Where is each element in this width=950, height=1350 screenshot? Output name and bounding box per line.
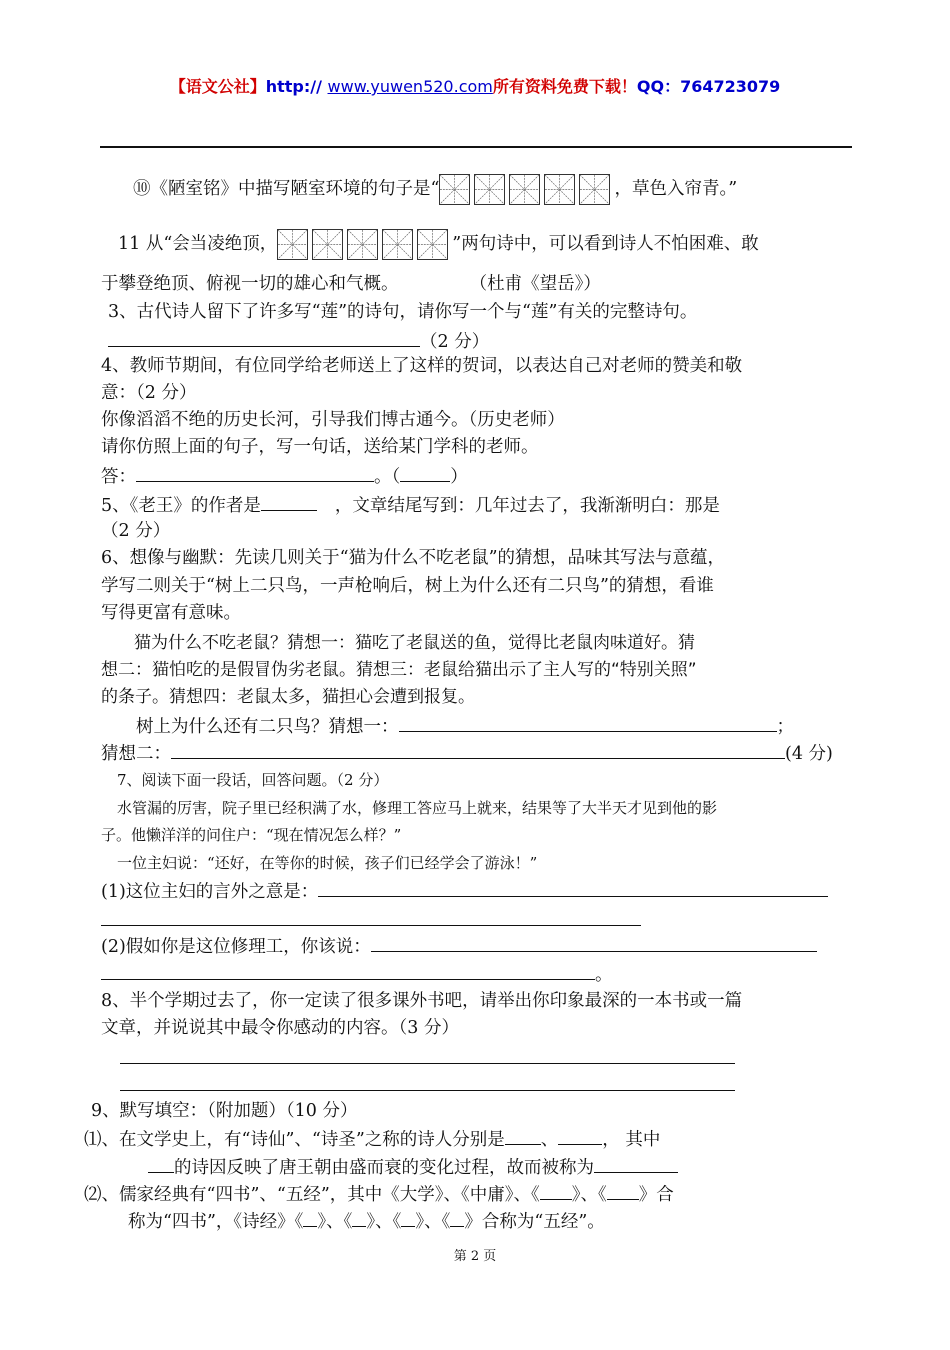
q11-line2: [101, 272, 601, 296]
q9-s2-text-h: 》合称为“五经”。: [464, 1212, 605, 1232]
question-9-title: 9、默写填空：（附加题）（10 分）: [91, 1101, 358, 1121]
q4-answer-close: ）: [450, 467, 468, 487]
q4-answer-line: [101, 463, 468, 489]
question-6-line3: 写得更富有意味。: [101, 603, 241, 623]
writing-grid-box[interactable]: [544, 174, 575, 205]
q7-passage-line1: 水管漏的厉害，院子里已经积满了水，修理工答应马上就来，结果等了大半天才见到他的影: [117, 799, 718, 817]
header-url-link[interactable]: www.yuwen520.com: [327, 77, 493, 96]
question-4-line1: 4、教师节期间，有位同学给老师送上了这样的贺词，以表达自己对老师的赞美和敬: [101, 356, 743, 376]
q7-sub1: [101, 878, 828, 904]
q7-passage-line2: 子。他懒洋洋的问住户：“现在情况怎么样？”: [101, 826, 402, 844]
q6-cat-line2: 想二：猫怕吃的是假冒伪劣老鼠。猜想三：老鼠给猫出示了主人写的“特别关照”: [101, 660, 697, 680]
q10-prefix: ⑩《陋室铭》中描写陋室环境的句子是“: [133, 179, 440, 199]
q7-sub2-label: (2)假如你是这位修理工，你该说：: [101, 937, 371, 957]
q7-sub2-blank-line2[interactable]: [101, 961, 595, 980]
q3-answer-line: [108, 328, 489, 354]
q9-classic4-blank[interactable]: [450, 1208, 464, 1227]
q9-s1-text-b: 、: [540, 1130, 559, 1150]
question-5: [101, 492, 720, 518]
q6-guess2-blank[interactable]: [171, 740, 785, 759]
q9-classic1-blank[interactable]: [303, 1208, 317, 1227]
q9-poet2-blank[interactable]: [558, 1126, 602, 1145]
page-number: 第 2 页: [453, 1249, 497, 1264]
writing-grid-box[interactable]: [382, 229, 413, 260]
question-3: 3、古代诗人留下了许多写“莲”的诗句，请你写一个与“莲”有关的完整诗句。: [108, 302, 698, 322]
writing-grid-box[interactable]: [347, 229, 378, 260]
q10-suffix: ，草色入帘青。”: [614, 179, 738, 199]
q7-sub2: [101, 933, 817, 959]
q6-tree-guess2-label: 猜想二：: [101, 744, 171, 764]
q11-suffix: ”两句诗中，可以看到诗人不怕困难、敢: [452, 234, 759, 254]
header-title: 【语文公社】: [169, 77, 266, 96]
page-header: [0, 74, 950, 97]
q11-source: （杜甫《望岳》）: [469, 274, 601, 294]
question-8-line2: 文章，并说说其中最令你感动的内容。（3 分）: [101, 1018, 459, 1038]
question-6-line1: 6、想像与幽默：先读几则关于“猫为什么不吃老鼠”的猜想，品味其写法与意蕴，: [101, 548, 726, 568]
q6-guess1-blank[interactable]: [399, 713, 777, 732]
q9-s2-text-b: 》、《: [571, 1185, 607, 1205]
q4-instruction: 请你仿照上面的句子，写一句话，送给某门学科的老师。: [101, 437, 539, 457]
writing-grid-box[interactable]: [277, 229, 308, 260]
q3-answer-blank[interactable]: [108, 328, 420, 347]
q6-tree-guess1-end: ；: [776, 717, 794, 737]
question-4-line2: 意：（2 分）: [101, 383, 197, 403]
q4-example: 你像滔滔不绝的历史长河，引导我们博古通今。（历史老师）: [101, 410, 565, 430]
q9-s2-text-g: 》、《: [415, 1212, 451, 1232]
q7-passage-line3: 一位主妇说：“还好，在等你的时候，孩子们已经学会了游泳！”: [117, 854, 538, 872]
q7-sub1-label: (1)这位主妇的言外之意是：: [101, 882, 319, 902]
q6-score: (4 分): [785, 744, 833, 764]
q6-tree-line2: [101, 740, 833, 766]
q9-s1-text-d: 的诗因反映了唐王朝由盛而衰的变化过程，故而被称为: [174, 1158, 594, 1178]
q9-s1-text-c: ， 其中: [602, 1130, 661, 1150]
writing-grid-box[interactable]: [579, 174, 610, 205]
q8-answer-line2[interactable]: [120, 1090, 735, 1091]
q9-s1-text-a: ⑴、在文学史上，有“诗仙”、“诗圣”之称的诗人分别是: [84, 1130, 505, 1150]
q11-line2-text: 于攀登绝顶、俯视一切的雄心和气概。: [101, 274, 399, 294]
q7-sub1-blank-line2[interactable]: [101, 925, 641, 926]
q4-answer-blank[interactable]: [136, 463, 374, 482]
q9-s2-text-c: 》合: [638, 1185, 674, 1205]
q6-tree-guess1-label: 树上为什么还有二只鸟？猜想一：: [136, 717, 399, 737]
q9-book1-blank[interactable]: [540, 1181, 572, 1200]
question-6-line2: 学写二则关于“树上二只鸟，一声枪响后，树上为什么还有二只鸟”的猜想，看谁: [101, 576, 714, 596]
question-7-title: 7、阅读下面一段话，回答问题。（2 分）: [117, 771, 389, 789]
q6-tree-line1: [136, 713, 794, 739]
q4-answer-tail: 。（: [374, 467, 401, 487]
q5-text-a: 5、《老王》的作者是: [101, 496, 261, 516]
header-http: http://: [265, 77, 322, 96]
q4-subject-blank[interactable]: [400, 463, 450, 482]
header-qq: QQ：764723079: [636, 77, 781, 96]
q9-sub2-line2: [128, 1208, 605, 1234]
q9-s2-text-a: ⑵、儒家经典有“四书”、“五经”，其中《大学》、《中庸》、《: [84, 1185, 540, 1205]
q9-poet1-blank[interactable]: [505, 1126, 541, 1145]
q5-author-blank[interactable]: [261, 492, 317, 511]
q11-prefix: 11 从“会当凌绝顶，: [118, 234, 278, 254]
question-8-line1: 8、半个学期过去了，你一定读了很多课外书吧，请举出你印象最深的一本书或一篇: [101, 991, 743, 1011]
writing-grid-box[interactable]: [439, 174, 470, 205]
q9-sub1-line2: [148, 1154, 678, 1180]
question-11: [118, 226, 759, 262]
writing-grid-box[interactable]: [509, 174, 540, 205]
q9-poet3-blank[interactable]: [148, 1154, 174, 1173]
q6-cat-line3: 的条子。猜想四：老鼠太多，猫担心会遭到报复。: [101, 687, 475, 707]
q9-sub1-line1: [84, 1126, 660, 1152]
q9-classic2-blank[interactable]: [352, 1208, 366, 1227]
q9-sub2-line1: [84, 1181, 674, 1207]
q9-s2-text-d: 称为“四书”，《诗经》《: [128, 1212, 304, 1232]
q5-score: （2 分）: [101, 521, 171, 541]
q5-text-b: ，文章结尾写到：几年过去了，我渐渐明白：那是: [334, 496, 720, 516]
writing-grid-box[interactable]: [474, 174, 505, 205]
question-10: [133, 171, 737, 207]
q7-sub2-blank[interactable]: [371, 933, 817, 952]
header-free-text: 所有资料免费下载！: [492, 77, 637, 96]
q3-score: （2 分）: [420, 332, 490, 352]
header-divider: [100, 146, 852, 148]
writing-grid-box[interactable]: [417, 229, 448, 260]
writing-grid-box[interactable]: [312, 229, 343, 260]
q7-sub2-line2: [101, 961, 613, 987]
q7-sub1-blank[interactable]: [318, 878, 828, 897]
q4-answer-label: 答：: [101, 467, 136, 487]
q8-answer-line1[interactable]: [120, 1063, 735, 1064]
q7-period: 。: [595, 965, 613, 985]
q6-cat-line1: 猫为什么不吃老鼠？猜想一：猫吃了老鼠送的鱼，觉得比老鼠肉味道好。猜: [134, 633, 695, 653]
q9-s2-text-e: 》、《: [317, 1212, 353, 1232]
q9-book2-blank[interactable]: [607, 1181, 639, 1200]
q9-title-blank[interactable]: [594, 1154, 678, 1173]
q9-classic3-blank[interactable]: [401, 1208, 415, 1227]
q9-s2-text-f: 》、《: [366, 1212, 402, 1232]
